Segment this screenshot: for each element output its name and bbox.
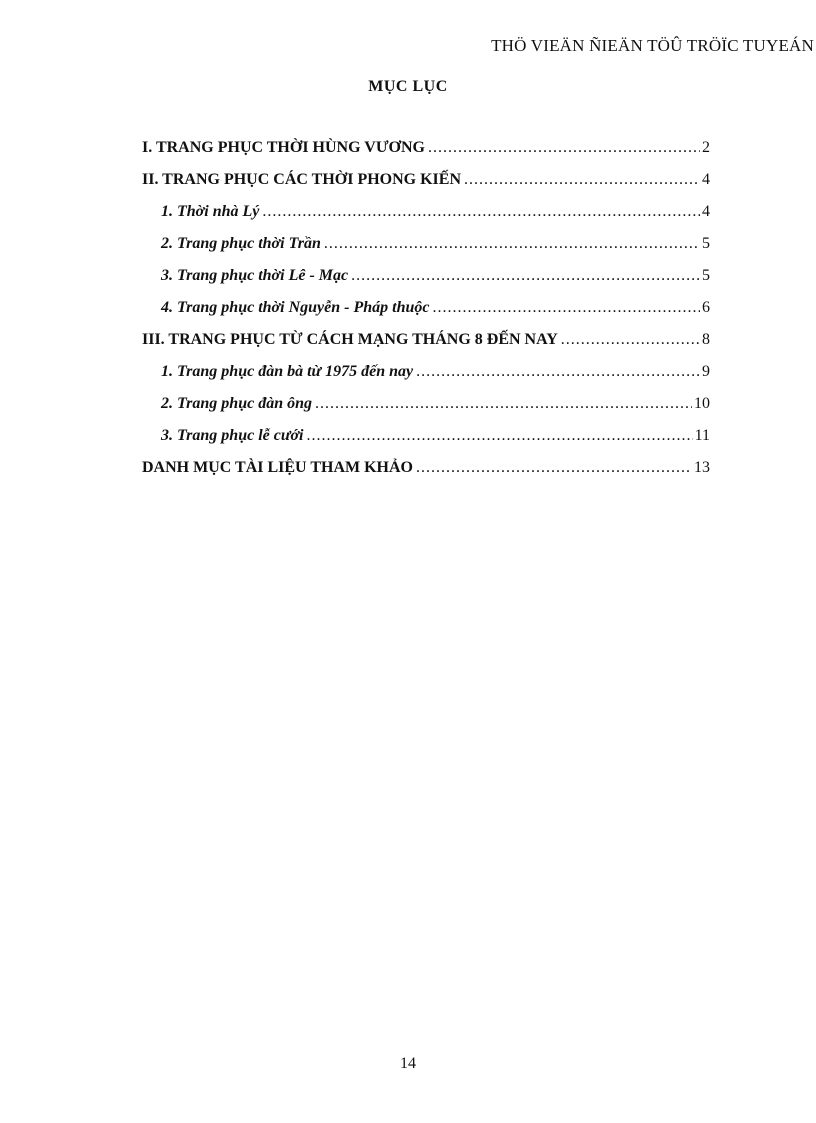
toc-leader-dots [351, 267, 700, 285]
toc-entry-label: I. TRANG PHỤC THỜI HÙNG VƯƠNG [142, 139, 425, 156]
toc-entry-label: 3. Trang phục lễ cưới [161, 427, 304, 444]
toc-leader-dots [416, 459, 692, 477]
toc-entry[interactable] [142, 267, 710, 299]
toc-entry-page: 6 [702, 299, 710, 316]
toc-entry-label: 1. Thời nhà Lý [161, 203, 260, 220]
toc-leader-dots [428, 139, 700, 157]
toc-entry-label: III. TRANG PHỤC TỪ CÁCH MẠNG THÁNG 8 ĐẾN NAY [142, 331, 558, 348]
toc-entry-page: 11 [694, 427, 710, 444]
toc-entry-label: 1. Trang phục đàn bà từ 1975 đến nay [161, 363, 414, 380]
toc-entry[interactable] [142, 331, 710, 363]
toc-leader-dots [262, 203, 700, 221]
toc-entry[interactable] [142, 395, 710, 427]
table-of-contents [142, 139, 710, 491]
toc-leader-dots [432, 299, 700, 317]
toc-entry-label: 2. Trang phục thời Trần [161, 235, 321, 252]
toc-title: MỤC LỤC [368, 78, 448, 95]
toc-entry-page: 4 [702, 203, 710, 220]
toc-leader-dots [561, 331, 700, 349]
toc-entry[interactable] [142, 459, 710, 491]
toc-leader-dots [306, 427, 692, 445]
toc-entry-page: 4 [702, 171, 710, 188]
toc-entry-page: 8 [702, 331, 710, 348]
toc-entry[interactable] [142, 235, 710, 267]
toc-entry-page: 13 [694, 459, 710, 476]
toc-leader-dots [464, 171, 700, 189]
toc-leader-dots [324, 235, 700, 253]
toc-entry-label: II. TRANG PHỤC CÁC THỜI PHONG KIẾN [142, 171, 461, 188]
toc-leader-dots [416, 363, 700, 381]
toc-entry-label: 2. Trang phục đàn ông [161, 395, 312, 412]
toc-entry[interactable] [142, 139, 710, 171]
toc-entry-page: 10 [694, 395, 710, 412]
toc-entry[interactable] [142, 203, 710, 235]
toc-entry-label: DANH MỤC TÀI LIỆU THAM KHẢO [142, 459, 413, 476]
toc-entry-label: 4. Trang phục thời Nguyễn - Pháp thuộc [161, 299, 430, 316]
toc-entry-label: 3. Trang phục thời Lê - Mạc [161, 267, 349, 284]
toc-entry-page: 9 [702, 363, 710, 380]
toc-entry[interactable] [142, 427, 710, 459]
header-text: THÖ VIEÄN ÑIEÄN TÖÛ TRÖÏC TUYEÁN [491, 36, 814, 55]
toc-entry-page: 5 [702, 235, 710, 252]
toc-leader-dots [315, 395, 692, 413]
toc-entry-page: 2 [702, 139, 710, 156]
toc-entry[interactable] [142, 363, 710, 395]
toc-entry[interactable] [142, 299, 710, 331]
toc-entry-page: 5 [702, 267, 710, 284]
toc-entry[interactable] [142, 171, 710, 203]
page-number: 14 [400, 1055, 416, 1072]
